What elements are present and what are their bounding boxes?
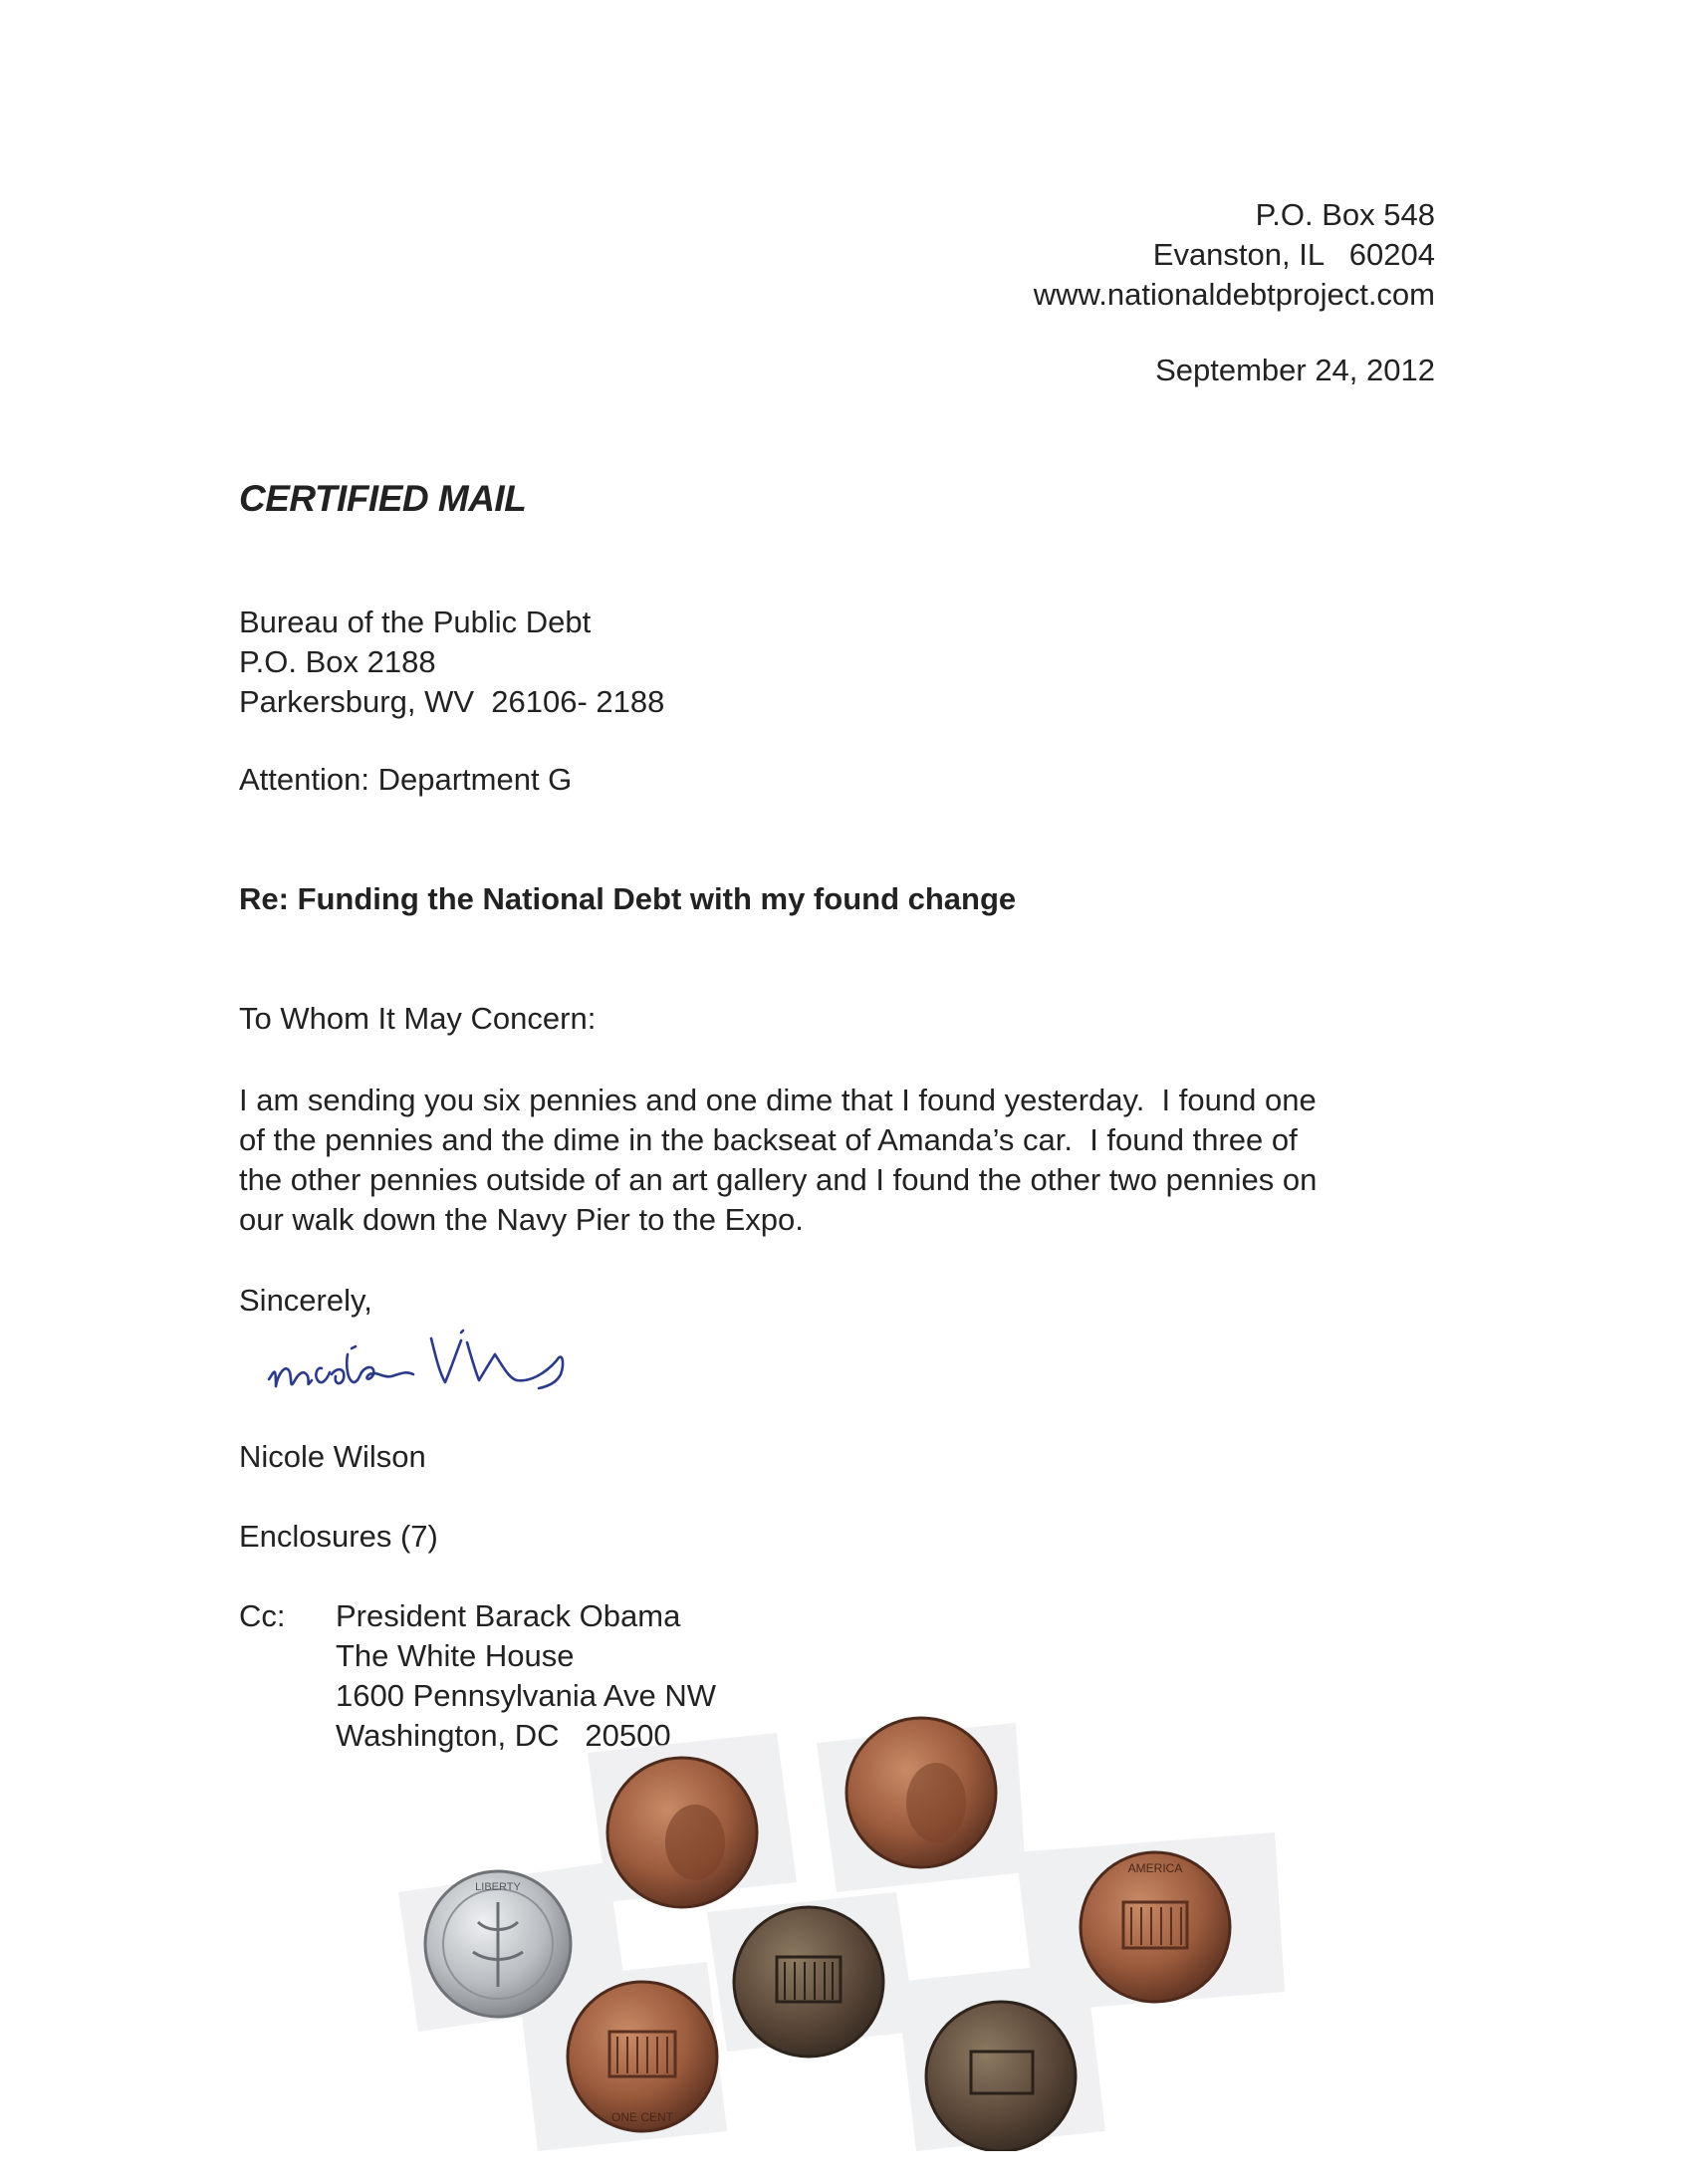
recipient-line2: P.O. Box 2188: [239, 644, 436, 679]
closing: Sincerely,: [239, 1283, 372, 1318]
recipient-line3: Parkersburg, WV 26106- 2188: [239, 684, 665, 719]
body-line: I am sending you six pennies and one dime that I found yesterday. I found one: [239, 1083, 1317, 1117]
signer-name: Nicole Wilson: [239, 1439, 426, 1474]
penny-inscription: ONE CENT: [610, 2110, 674, 2124]
taped-coins-image: [378, 1713, 1354, 2151]
letter-date: September 24, 2012: [1155, 353, 1435, 387]
sender-address: [1034, 195, 1435, 315]
cc-label: Cc:: [239, 1598, 286, 1633]
cc-line: The White House: [336, 1638, 575, 1673]
recipient-line1: Bureau of the Public Debt: [239, 605, 592, 639]
handwritten-signature: [264, 1325, 722, 1434]
penny-coin: [607, 1758, 757, 1907]
dime-inscription: LIBERTY: [475, 1881, 521, 1893]
cc-line: President Barack Obama: [336, 1598, 681, 1633]
sender-address-line1: P.O. Box 548: [1255, 197, 1435, 232]
sender-address-line2: Evanston, IL 60204: [1152, 237, 1435, 272]
dime-coin: [425, 1871, 571, 2017]
salutation: To Whom It May Concern:: [239, 1001, 597, 1036]
certified-mail-heading: CERTIFIED MAIL: [239, 478, 527, 519]
penny-coin: [846, 1718, 996, 1867]
recipient-address: [239, 603, 664, 722]
penny-inscription: AMERICA: [1127, 1861, 1183, 1875]
body-line: the other pennies outside of an art gallery and I found the other two pennies on: [239, 1162, 1318, 1197]
penny-coin: [926, 2002, 1076, 2151]
penny-coin: [568, 1982, 717, 2131]
subject-line: Re: Funding the National Debt with my found change: [239, 881, 1017, 916]
penny-coin: [1081, 1852, 1230, 2002]
sender-website: www.nationaldebtproject.com: [1033, 277, 1435, 312]
attention-line: Attention: Department G: [239, 762, 573, 797]
cc-line: Washington, DC 20500: [336, 1718, 671, 1753]
cc-line: 1600 Pennsylvania Ave NW: [336, 1678, 716, 1713]
penny-coin: [734, 1907, 883, 2057]
body-line: our walk down the Navy Pier to the Expo.: [239, 1202, 804, 1237]
body-line: of the pennies and the dime in the backseat of Amanda’s car. I found three of: [239, 1122, 1298, 1157]
letter-body: [239, 1081, 1464, 1240]
enclosures-note: Enclosures (7): [239, 1519, 438, 1554]
